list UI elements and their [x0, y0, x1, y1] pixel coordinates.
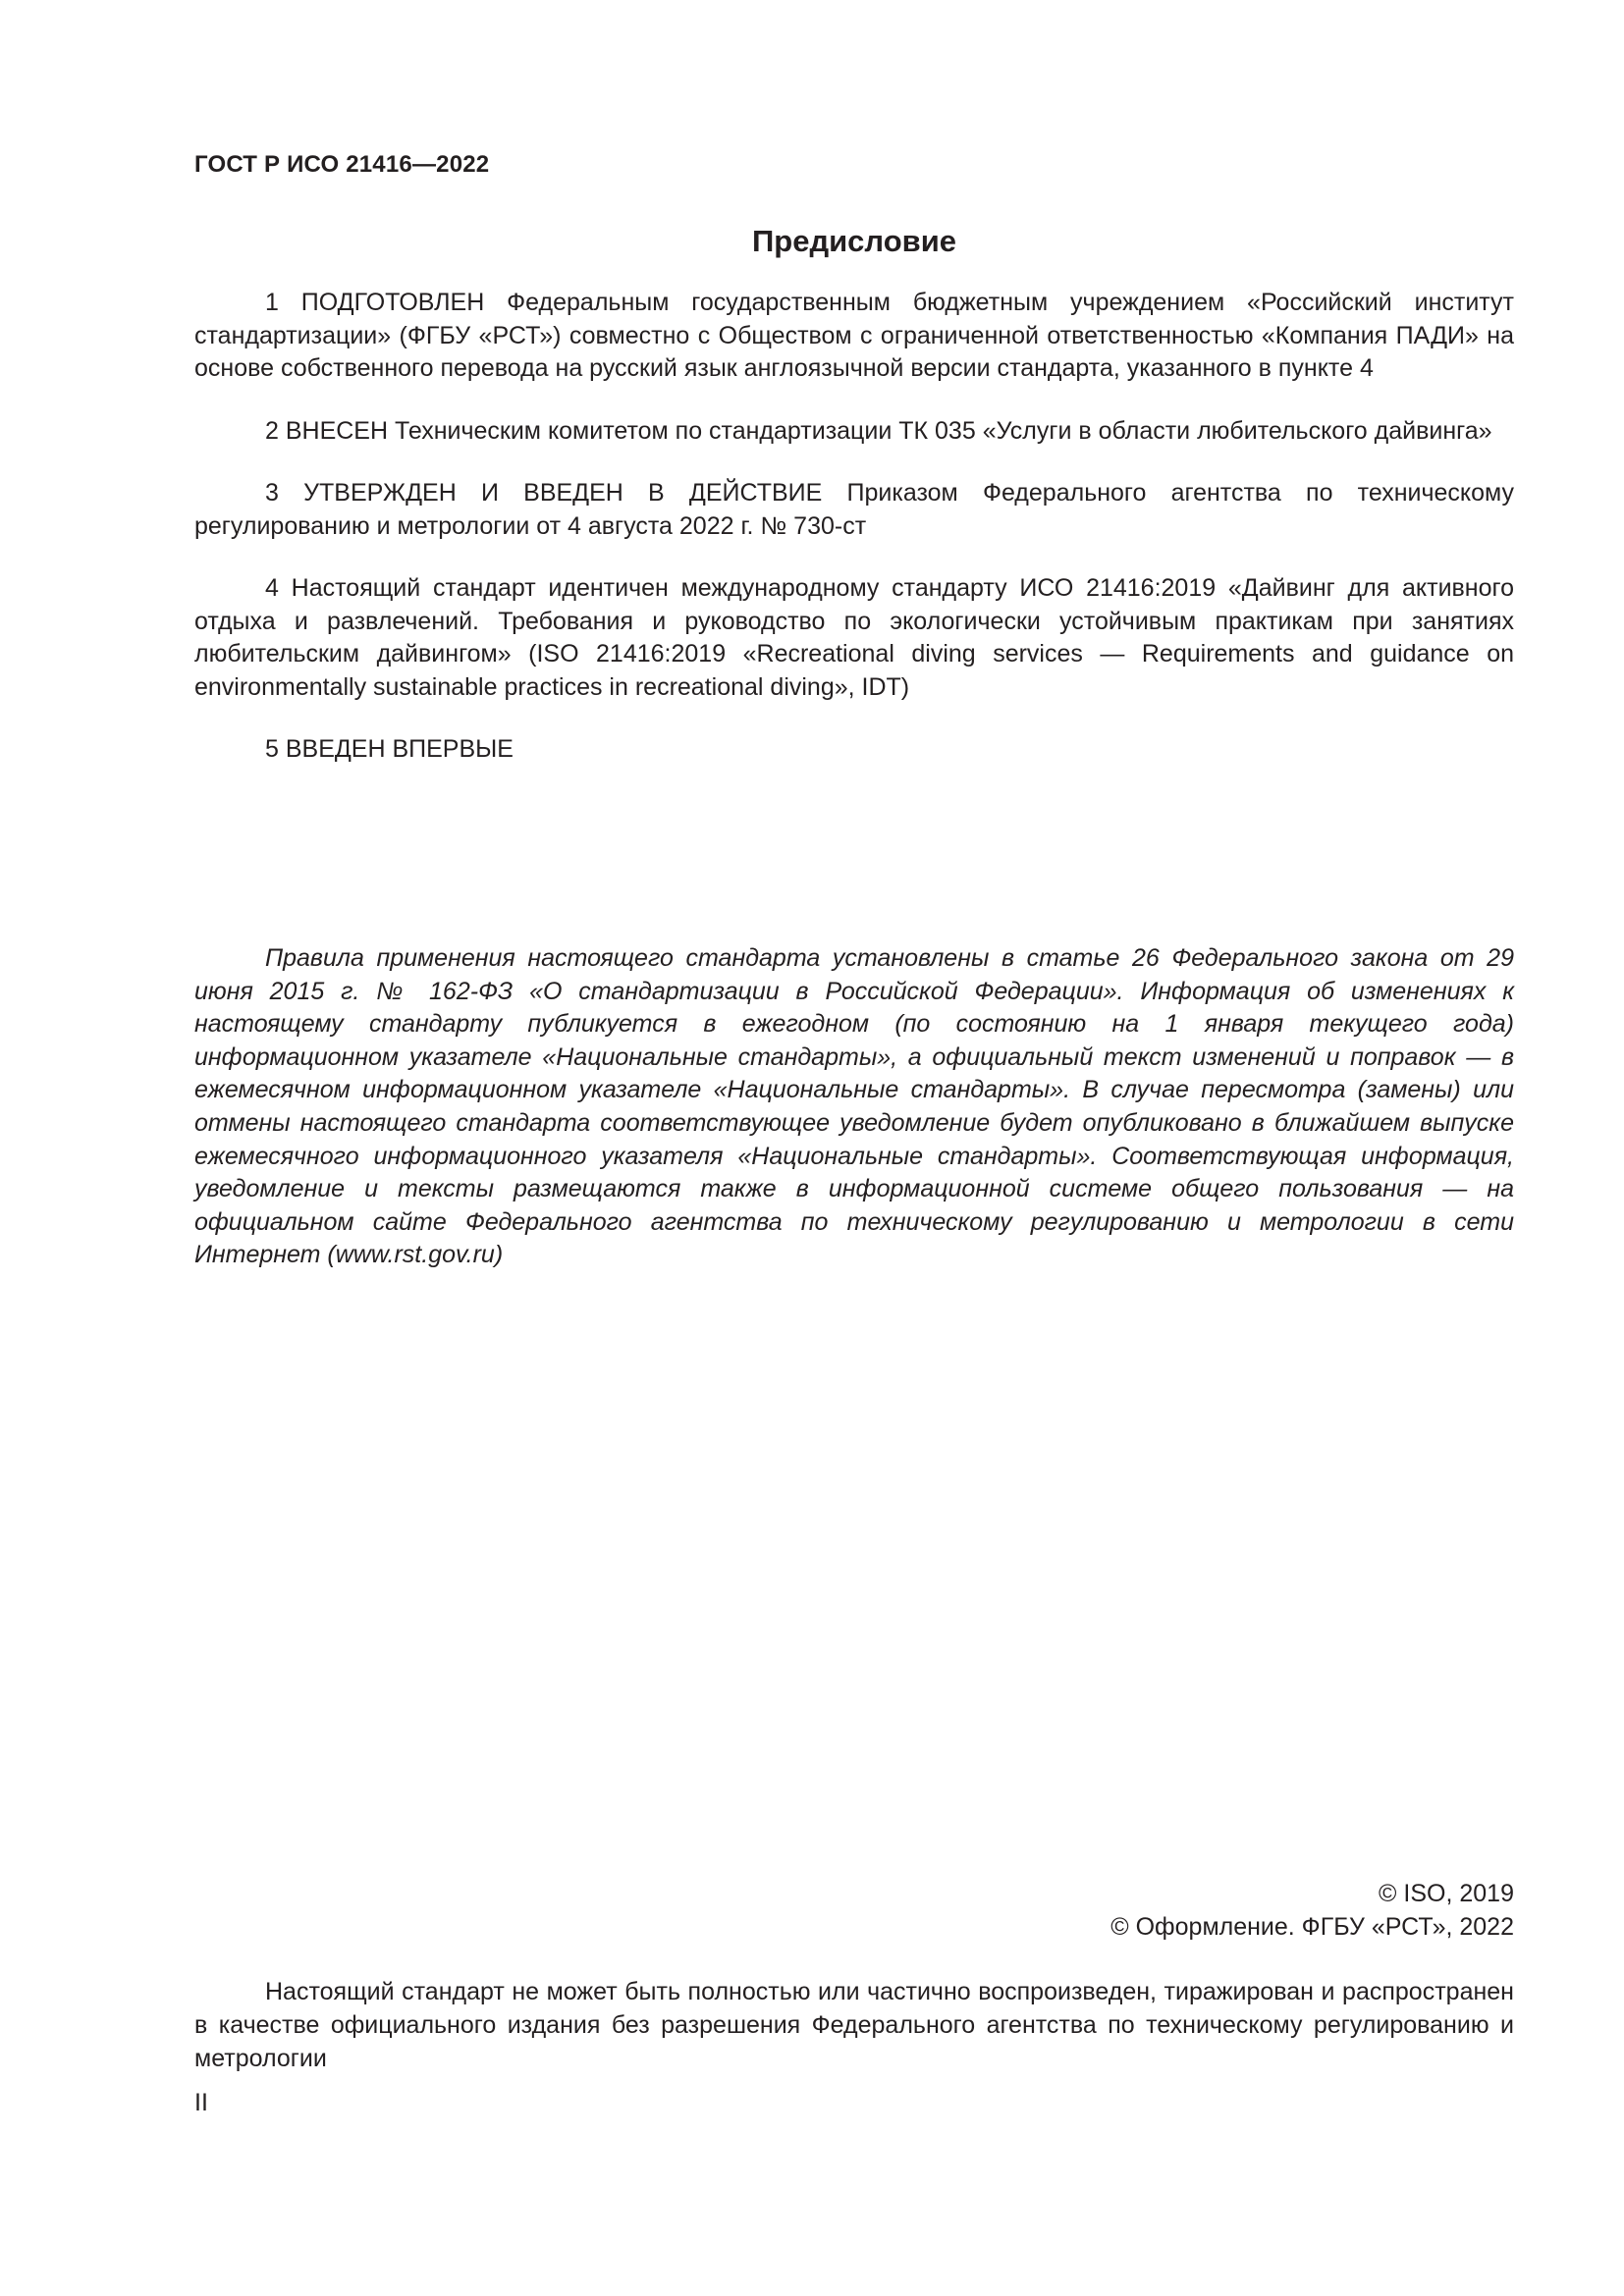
reproduction-notice: Настоящий стандарт не может быть полностью или частично воспроизведен, тиражирован и распространен в качестве официального издания без разрешения Федерального агентства по техническому регулированию и метрологии: [194, 1978, 1514, 2072]
copyright-iso: © ISO, 2019: [1379, 1880, 1514, 1907]
foreword-item-4: 4 Настоящий стандарт идентичен международному стандарту ИСО 21416:2019 «Дайвинг для активного отдыха и развлечений. Требования и руководство по экологически устойчивым практикам при занятиях любительским дайвингом» (ISO 21416:2019 «Recreational diving services — Requirements and guidance on environmentally sustainable practices in recreational diving», IDT): [194, 574, 1514, 701]
copyright-design: © Оформление. ФГБУ «РСТ», 2022: [1110, 1913, 1514, 1941]
foreword-section: [194, 216, 1514, 767]
application-rules-notice: Правила применения настоящего стандарта установлены в статье 26 Федерального закона от 29 июня 2015 г. № 162-ФЗ «О стандартизации в Российской Федерации». Информация об изменениях к настоящему стандарту публикуется в ежегодном (по состоянию на 1 января текущего года) информационном указателе «Национальные стандарты», а официальный текст изменений и поправок — в ежемесячном информационном указателе «Национальные стандарты». В случае пересмотра (замены) или отмены настоящего стандарта соответствующее уведомление будет опубликовано в ближайшем выпуске ежемесячного информационного указателя «Национальные стандарты». Соответствующая информация, уведомление и тексты размещаются также в информационной системе общего пользования — на официальном сайте Федерального агентства по техническому регулированию и метрологии в сети Интернет (www.rst.gov.ru): [194, 944, 1514, 1269]
document-code: ГОСТ Р ИСО 21416—2022: [194, 151, 490, 178]
page-number: II: [194, 2089, 208, 2116]
foreword-item-5: 5 ВВЕДЕН ВПЕРВЫЕ: [265, 735, 514, 763]
foreword-item-3: 3 УТВЕРЖДЕН И ВВЕДЕН В ДЕЙСТВИЕ Приказом Федерального агентства по техническому регулированию и метрологии от 4 августа 2022 г. № 730-ст: [194, 479, 1514, 540]
foreword-item-1: 1 ПОДГОТОВЛЕН Федеральным государственным бюджетным учреждением «Российский институт стандартизации» (ФГБУ «РСТ») совместно с Обществом с ограниченной ответственностью «Компания ПАДИ» на основе собственного перевода на русский язык англоязычной версии стандарта, указанного в пункте 4: [194, 289, 1514, 382]
foreword-item-2: 2 ВНЕСЕН Техническим комитетом по стандартизации ТК 035 «Услуги в области любительского дайвинга»: [265, 416, 1492, 445]
foreword-heading: Предисловие: [751, 224, 956, 258]
copyright-block: [194, 1877, 1514, 1944]
